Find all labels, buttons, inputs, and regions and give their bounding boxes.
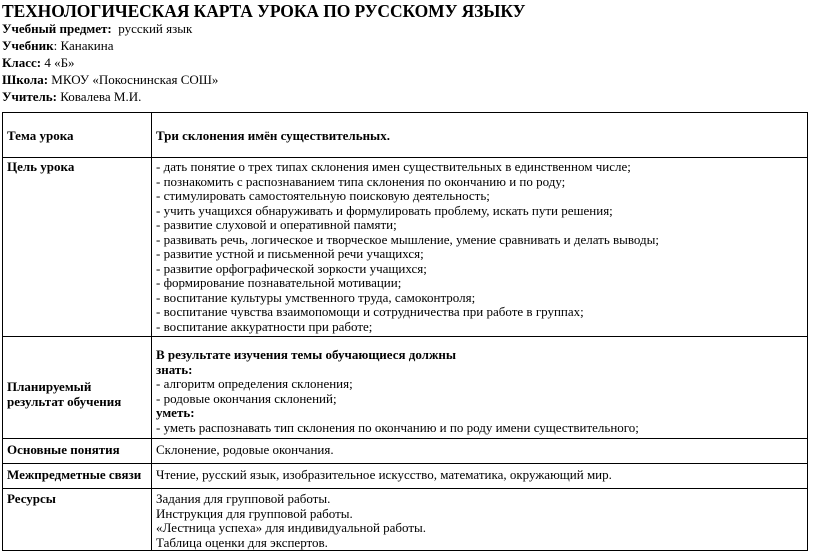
know-item: - родовые окончания склонений;: [156, 390, 337, 406]
goal-item: - стимулировать самостоятельную поисковую деятельность;: [156, 188, 490, 203]
goal-item: - развивать речь, логическое и творческое мышление, умение сравнивать и делать выводы;: [156, 231, 660, 247]
goal-list: [152, 158, 808, 337]
table-row-result: [3, 337, 808, 439]
teacher-value: Ковалева М.И.: [60, 89, 142, 104]
lesson-plan-table: [2, 112, 808, 551]
school-label: Школа:: [2, 72, 49, 87]
goal-item: - формирование познавательной мотивации;: [156, 275, 402, 290]
know-item: - алгоритм определения склонения;: [156, 376, 353, 391]
topic-label: Тема урока: [3, 113, 152, 158]
topic-value: Три склонения имён существительных.: [152, 113, 808, 158]
goal-item: - дать понятие о трех типах склонения имен существительных в единственном числе;: [156, 159, 631, 174]
goal-item: - воспитание аккуратности при работе;: [156, 318, 373, 334]
resource-item: «Лестница успеха» для индивидуальной работы.: [156, 520, 427, 535]
resources-label: Ресурсы: [3, 489, 152, 551]
result-content: [152, 337, 808, 439]
table-row-concepts: [3, 439, 808, 464]
teacher-label: Учитель:: [2, 89, 58, 104]
class-line: [2, 54, 218, 71]
subject-value: русский язык: [118, 21, 193, 36]
class-label: Класс:: [2, 55, 42, 70]
subject-line: [2, 20, 218, 37]
goal-item: - познакомить с распознаванием типа склонения по окончанию и по роду;: [156, 173, 566, 189]
resources-list: [152, 489, 808, 551]
know-label: знать:: [156, 361, 193, 377]
interdisciplinary-value: Чтение, русский язык, изобразительное искусство, математика, окружающий мир.: [152, 464, 808, 489]
table-row-topic: [3, 113, 808, 158]
result-label-line1: Планируемый: [7, 379, 92, 394]
concepts-value: Склонение, родовые окончания.: [152, 439, 808, 464]
table-row-goal: [3, 158, 808, 337]
resource-item: Таблица оценки для экспертов.: [156, 534, 328, 550]
goal-item: - развитие слуховой и оперативной памяти;: [156, 217, 397, 232]
goal-item: - воспитание культуры умственного труда, самоконтроля;: [156, 289, 476, 305]
goal-label: Цель урока: [3, 158, 152, 337]
school-value: МКОУ «Покоснинская СОШ»: [51, 72, 219, 87]
textbook-value: : Канакина: [53, 38, 114, 53]
teacher-line: [2, 88, 218, 105]
goal-item: - воспитание чувства взаимопомощи и сотрудничества при работе в группах;: [156, 304, 584, 319]
can-label: уметь:: [156, 405, 195, 420]
concepts-label: Основные понятия: [3, 439, 152, 464]
table-row-resources: [3, 489, 808, 551]
school-line: [2, 71, 218, 88]
textbook-label: Учебник: [2, 38, 54, 53]
result-label-line2: результат обучения: [7, 393, 122, 409]
can-item: - уметь распознавать тип склонения по окончанию и по роду имени существительного;: [156, 419, 639, 435]
class-value: 4 «Б»: [44, 55, 75, 70]
lesson-meta: [2, 20, 218, 105]
result-heading: В результате изучения темы обучающиеся должны: [156, 347, 457, 362]
textbook-line: [2, 37, 218, 54]
document-title: ТЕХНОЛОГИЧЕСКАЯ КАРТА УРОКА ПО РУССКОМУ ЯЗЫКУ: [2, 1, 526, 21]
table-row-interdisciplinary: [3, 464, 808, 489]
goal-item: - развитие устной и письменной речи учащихся;: [156, 246, 424, 261]
goal-item: - учить учащихся обнаруживать и формулировать проблему, искать пути решения;: [156, 202, 613, 218]
interdisciplinary-label: Межпредметные связи: [3, 464, 152, 489]
result-label: [3, 337, 152, 439]
resource-item: Задания для групповой работы.: [156, 491, 331, 506]
resource-item: Инструкция для групповой работы.: [156, 505, 353, 521]
subject-label: Учебный предмет:: [2, 21, 112, 36]
goal-item: - развитие орфографической зоркости учащихся;: [156, 260, 427, 276]
